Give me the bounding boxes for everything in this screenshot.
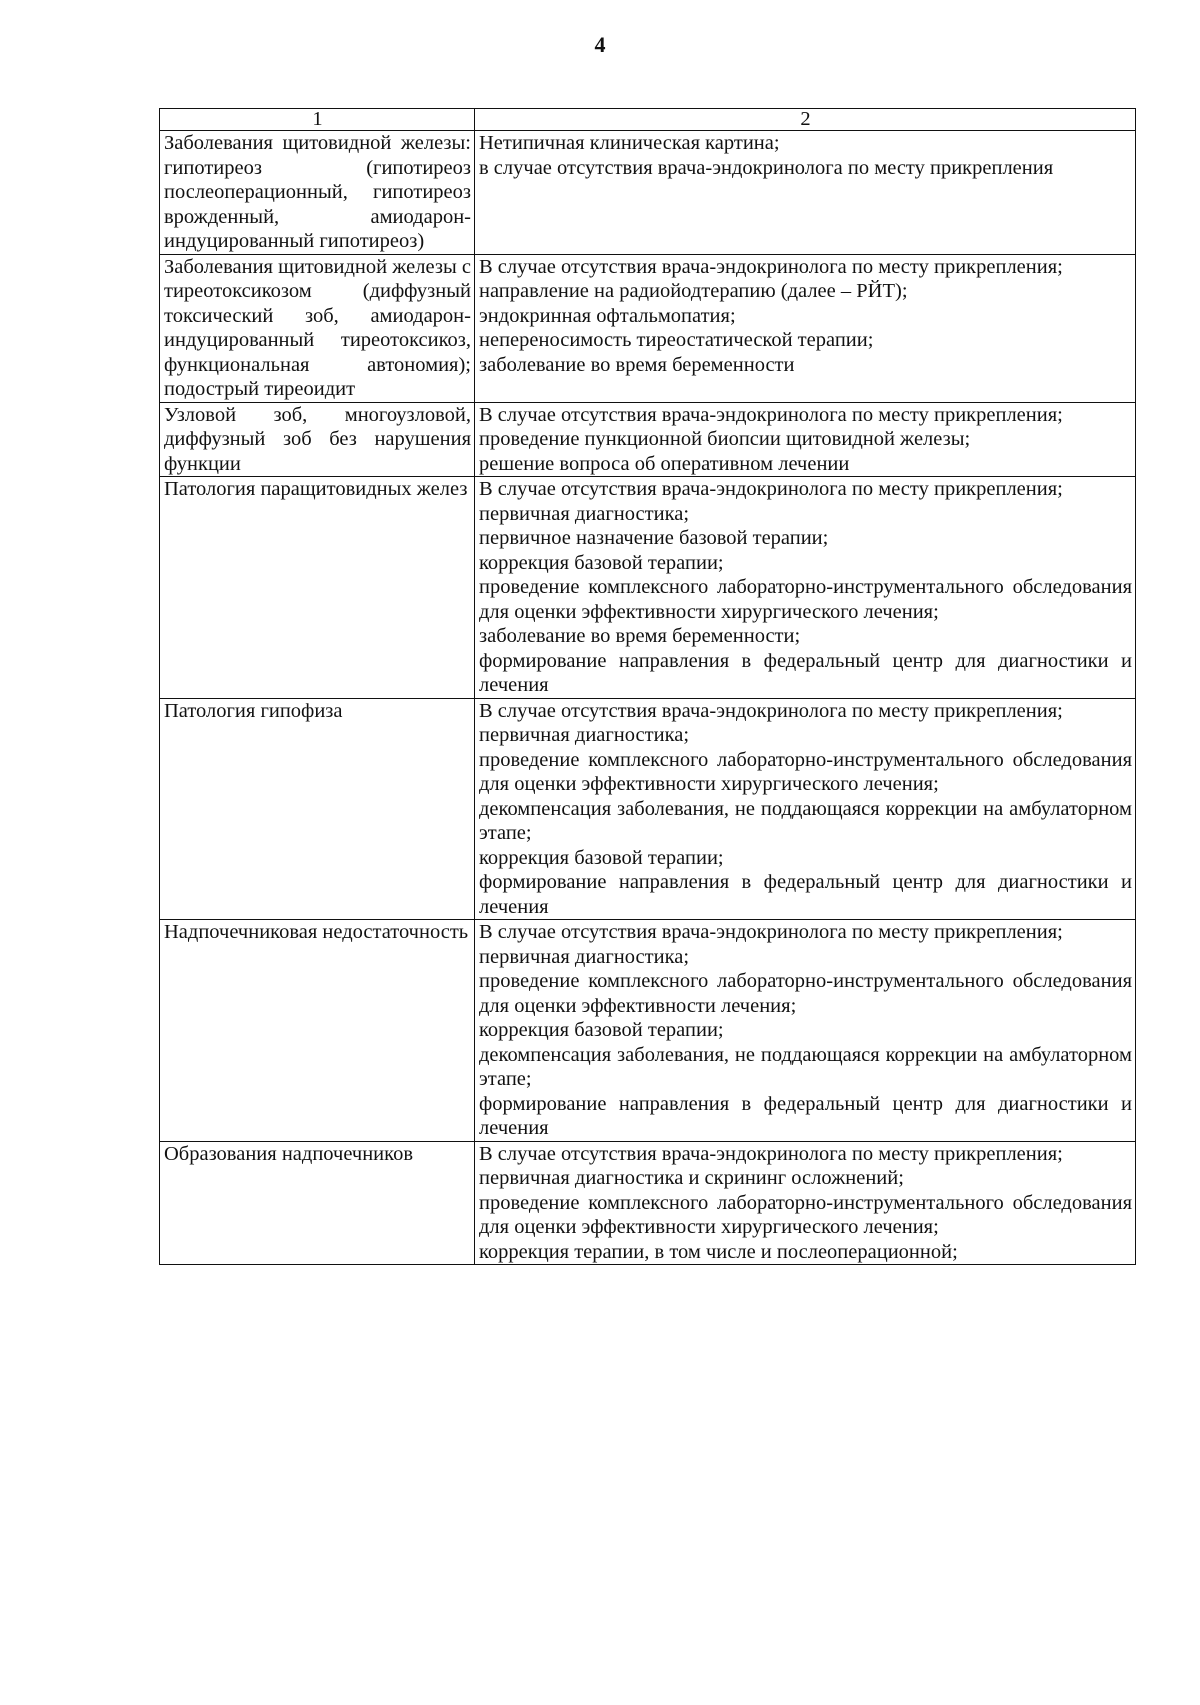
criteria-item: проведение комплексного лабораторно-инструментального обследования для оценки эффективности хирургического лечения; bbox=[479, 748, 1132, 795]
criteria-item: первичная диагностика; bbox=[479, 502, 690, 525]
criteria-item: первичная диагностика; bbox=[479, 724, 690, 746]
criteria-item: первичное назначение базовой терапии; bbox=[479, 527, 829, 549]
criteria-item: проведение пункционной биопсии щитовидной железы; bbox=[479, 428, 971, 450]
criteria-item: проведение комплексного лабораторно-инструментального обследования для оценки эффективности хирургического лечения; bbox=[479, 1191, 1132, 1238]
criteria-item: коррекция базовой терапии; bbox=[479, 846, 724, 869]
criteria-item: В случае отсутствия врача-эндокринолога по месту прикрепления; bbox=[479, 699, 1063, 722]
criteria-item: решение вопроса об оперативном лечении bbox=[479, 452, 850, 475]
criteria-item: первичная диагностика и скрининг осложнений; bbox=[479, 1167, 904, 1189]
criteria-item: декомпенсация заболевания, не поддающаяся коррекции на амбулаторном этапе; bbox=[479, 797, 1132, 844]
table-row bbox=[160, 254, 1136, 402]
criteria-cell bbox=[475, 1141, 1136, 1265]
criteria-item: проведение комплексного лабораторно-инструментального обследования для оценки эффективности лечения; bbox=[479, 970, 1132, 1017]
criteria-item: коррекция базовой терапии; bbox=[479, 551, 724, 574]
criteria-item: направление на радиойодтерапию (далее – РЙТ); bbox=[479, 280, 908, 302]
condition-cell: Патология паращитовидных желез bbox=[160, 477, 475, 699]
condition-cell: Надпочечниковая недостаточность bbox=[160, 920, 475, 1142]
criteria-cell bbox=[475, 131, 1136, 255]
criteria-item: декомпенсация заболевания, не поддающаяся коррекции на амбулаторном этапе; bbox=[479, 1043, 1132, 1090]
column-header-2: 2 bbox=[475, 109, 1136, 131]
criteria-item: формирование направления в федеральный центр для диагностики и лечения bbox=[479, 1092, 1132, 1139]
table-header-row bbox=[160, 109, 1136, 131]
table-row bbox=[160, 402, 1136, 477]
criteria-item: заболевание во время беременности; bbox=[479, 625, 801, 647]
criteria-item: В случае отсутствия врача-эндокринолога по месту прикрепления; bbox=[479, 921, 1063, 943]
criteria-item: заболевание во время беременности bbox=[479, 353, 795, 376]
table-row bbox=[160, 477, 1136, 699]
criteria-item: формирование направления в федеральный центр для диагностики и лечения bbox=[479, 871, 1132, 918]
criteria-cell bbox=[475, 698, 1136, 920]
criteria-cell bbox=[475, 477, 1136, 699]
criteria-item: проведение комплексного лабораторно-инструментального обследования для оценки эффективности хирургического лечения; bbox=[479, 576, 1132, 623]
criteria-cell bbox=[475, 254, 1136, 402]
page-number: 4 bbox=[594, 32, 606, 57]
criteria-item: эндокринная офтальмопатия; bbox=[479, 304, 736, 327]
criteria-item: В случае отсутствия врача-эндокринолога по месту прикрепления; bbox=[479, 1142, 1063, 1165]
table-row bbox=[160, 698, 1136, 920]
table-row bbox=[160, 131, 1136, 255]
condition-cell: Узловой зоб, многоузловой, диффузный зоб без нарушения функции bbox=[160, 402, 475, 477]
condition-cell: Патология гипофиза bbox=[160, 698, 475, 920]
criteria-item: коррекция базовой терапии; bbox=[479, 1019, 724, 1041]
condition-cell: Заболевания щитовидной железы: гипотиреоз (гипотиреоз послеоперационный, гипотиреоз врожденный, амиодарон-индуцированный гипотиреоз) bbox=[160, 131, 475, 255]
criteria-cell bbox=[475, 920, 1136, 1142]
criteria-item: первичная диагностика; bbox=[479, 945, 690, 968]
criteria-item: В случае отсутствия врача-эндокринолога по месту прикрепления; bbox=[479, 403, 1063, 426]
table-body bbox=[160, 131, 1136, 1265]
criteria-item: формирование направления в федеральный центр для диагностики и лечения bbox=[479, 649, 1132, 696]
condition-cell: Образования надпочечников bbox=[160, 1141, 475, 1265]
table-row bbox=[160, 920, 1136, 1142]
criteria-item: В случае отсутствия врача-эндокринолога по месту прикрепления; bbox=[479, 478, 1063, 500]
criteria-item: Нетипичная клиническая картина; bbox=[479, 132, 780, 154]
criteria-item: непереносимость тиреостатической терапии; bbox=[479, 329, 874, 351]
criteria-item: в случае отсутствия врача-эндокринолога по месту прикрепления bbox=[479, 156, 1054, 179]
criteria-cell bbox=[475, 402, 1136, 477]
table-row bbox=[160, 1141, 1136, 1265]
column-header-1: 1 bbox=[160, 109, 475, 131]
criteria-item: коррекция терапии, в том числе и послеоперационной; bbox=[479, 1240, 958, 1263]
condition-cell: Заболевания щитовидной железы с тиреотоксикозом (диффузный токсический зоб, амиодарон-индуцированный тиреотоксикоз, функциональная автономия); подострый тиреоидит bbox=[160, 254, 475, 402]
criteria-table bbox=[159, 108, 1136, 1265]
criteria-item: В случае отсутствия врача-эндокринолога по месту прикрепления; bbox=[479, 255, 1063, 278]
